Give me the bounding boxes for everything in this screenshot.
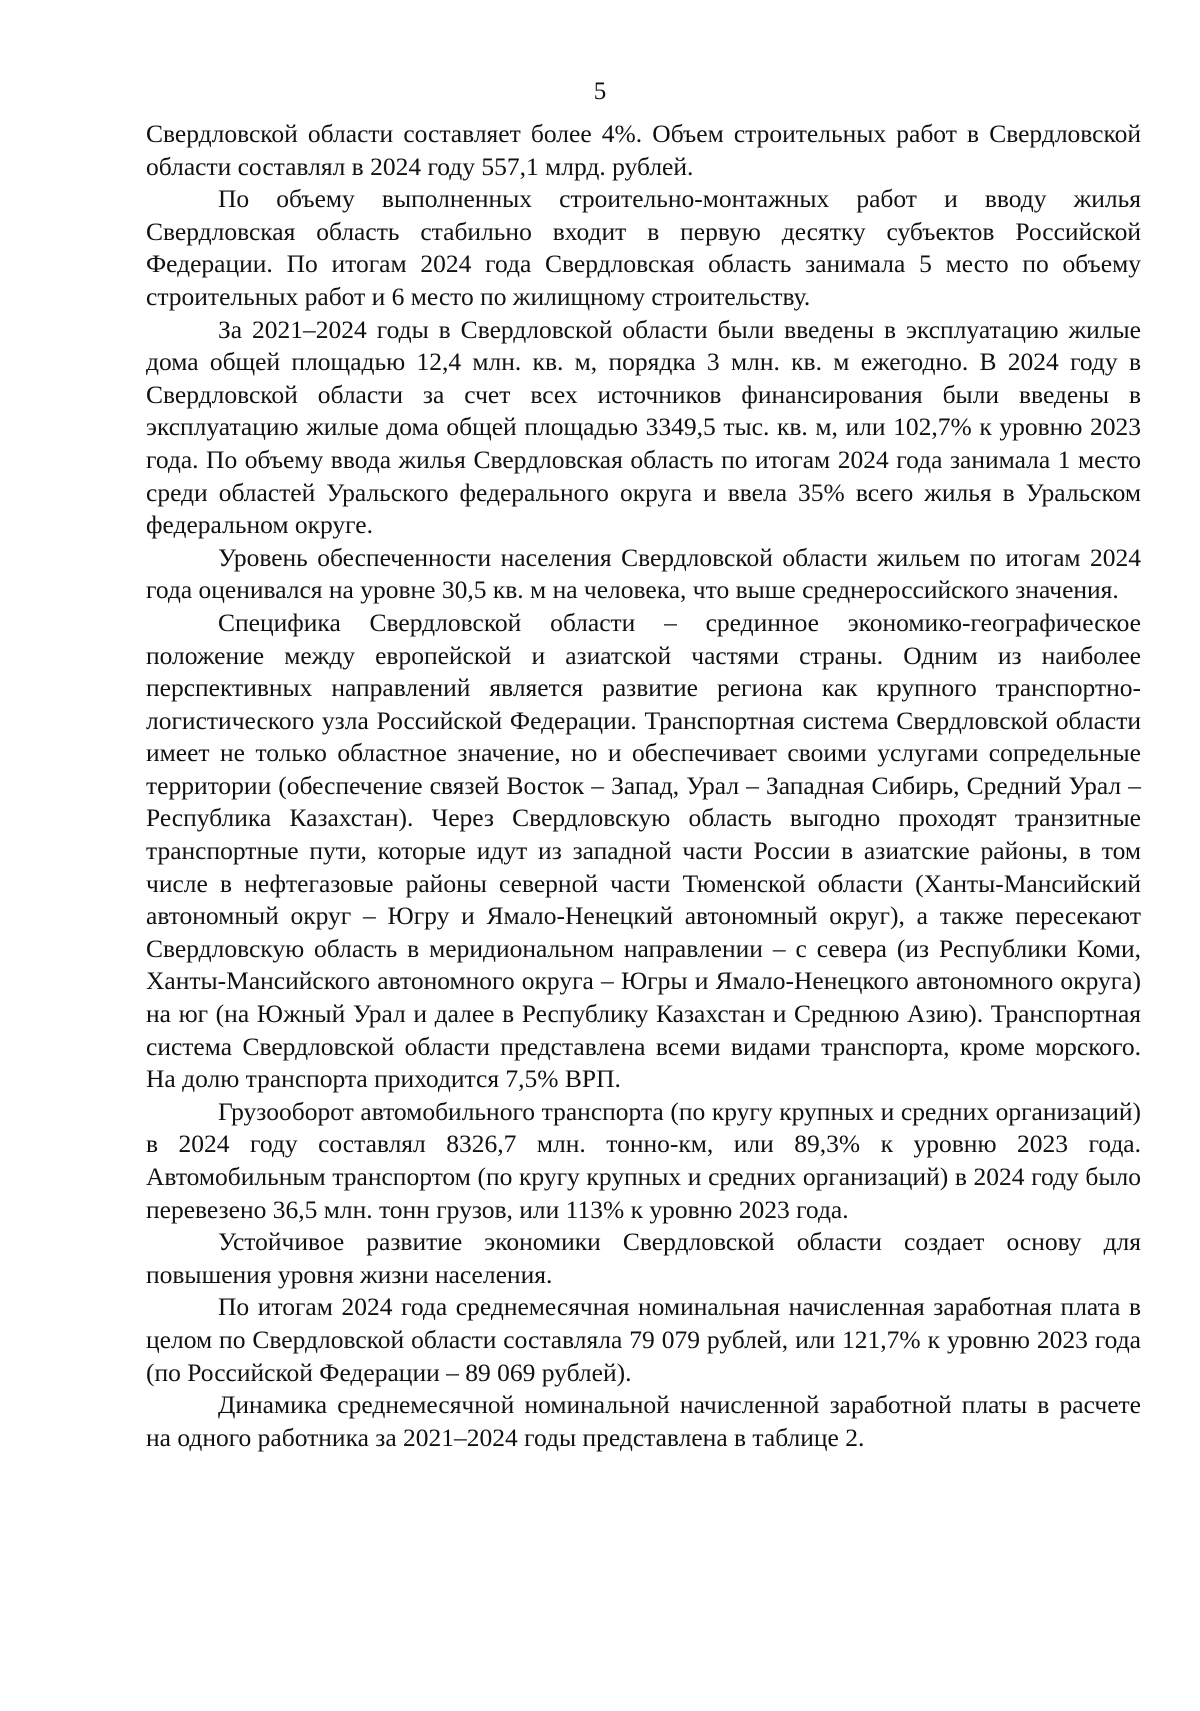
paragraph-construction-ranking: По объему выполненных строительно-монтажных работ и вводу жилья Свердловская область стабильно входит в первую десятку субъектов Российской Федерации. По итогам 2024 года Свердловская область занимала 5 место по объему строительных работ и 6 место по жилищному строительству.: [146, 184, 1141, 311]
paragraph-average-wage: По итогам 2024 года среднемесячная номинальная начисленная заработная плата в целом по Свердловской области составляла 79 079 рублей, или 121,7% к уровню 2023 года (по Российской Федерации – 89 069 рублей).: [146, 1292, 1141, 1387]
paragraph-wage-dynamics: Динамика среднемесячной номинальной начисленной заработной платы в расчете на одного работника за 2021–2024 годы представлена в таблице 2.: [146, 1390, 1141, 1452]
paragraph-housing-provision: Уровень обеспеченности населения Свердловской области жильем по итогам 2024 года оценивался на уровне 30,5 кв. м на человека, что выше среднероссийского значения.: [146, 542, 1141, 605]
paragraph-housing-commissioning: За 2021–2024 годы в Свердловской области были введены в эксплуатацию жилые дома общей площадью 12,4 млн. кв. м, порядка 3 млн. кв. м ежегодно. В 2024 году в Свердловской области за счет всех источников финансирования были введены в эксплуатацию жилые дома общей площадью 3349,5 тыс. кв. м, или 102,7% к уровню 2023 года. По объему ввода жилья Свердловская область по итогам 2024 года занимала 1 место среди областей Уральского федерального округа и ввела 35% всего жилья в Уральском федеральном округе.: [146, 314, 1141, 540]
paragraph-living-standards: Устойчивое развитие экономики Свердловской области создает основу для повышения уровня жизни населения.: [146, 1227, 1141, 1289]
paragraph-freight-turnover: Грузооборот автомобильного транспорта (по кругу крупных и средних организаций) в 2024 году составлял 8326,7 млн. тонно-км, или 89,3% к уровню 2023 года. Автомобильным транспортом (по кругу крупных и средних организаций) в 2024 году было перевезено 36,5 млн. тонн грузов, или 113% к уровню 2023 года.: [146, 1096, 1141, 1224]
paragraph-transport-system: Специфика Свердловской области – срединное экономико-географическое положение между европейской и азиатской частями страны. Одним из наиболее перспективных направлений является развитие региона как крупного транспортно-логистического узла Российской Федерации. Транспортная система Свердловской области имеет не только областное значение, но и обеспечивает своими услугами сопредельные территории (обеспечение связей Восток – Запад, Урал – Западная Сибирь, Средний Урал – Республика Казахстан). Через Свердловскую область выгодно проходят транзитные транспортные пути, которые идут из западной части России в азиатские районы, в том числе в нефтегазовые районы северной части Тюменской области (Ханты-Мансийский автономный округ – Югру и Ямало-Ненецкий автономный округ), а также пересекают Свердловскую область в меридиональном направлении – с севера (из Республики Коми, Ханты-Мансийского автономного округа – Югры и Ямало-Ненецкого автономного округа) на юг (на Южный Урал и далее в Республику Казахстан и Среднюю Азию). Транспортная система Свердловской области представлена всеми видами транспорта, кроме морского. На долю транспорта приходится 7,5% ВРП.: [146, 607, 1141, 1094]
page-number: 5: [593, 78, 607, 105]
document-body: [146, 118, 1141, 1454]
paragraph-construction-volume: Свердловской области составляет более 4%. Объем строительных работ в Свердловской области составлял в 2024 году 557,1 млрд. рублей.: [146, 119, 1141, 181]
